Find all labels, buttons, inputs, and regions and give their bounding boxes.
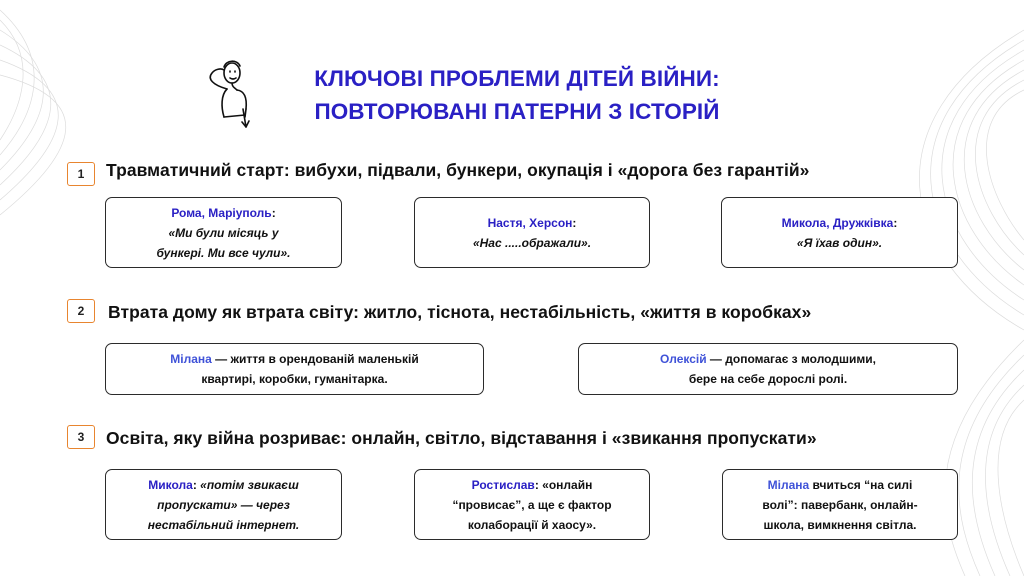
card-name: Рома, Маріуполь	[171, 205, 272, 220]
card-name: Микола, Дружківка	[781, 215, 894, 230]
section-heading-2: Втрата дому як втрата світу: житло, тіснота, нестабільність, «життя в коробках»	[108, 302, 812, 322]
story-card-milana: Мілана — життя в орендованій маленькій квартирі, коробки, гуманітарка.	[105, 343, 484, 395]
section-heading-1: Травматичний старт: вибухи, підвали, бункери, окупація і «дорога без гарантій»	[106, 160, 810, 180]
quote-card-roma: Рома, Маріуполь: «Ми були місяць у бункері. Ми все чули».	[105, 197, 342, 268]
card-name: Ростислав	[471, 477, 535, 492]
card-quote: «Ми були місяць у	[168, 225, 279, 240]
card-name: Олексій	[660, 352, 707, 366]
section-number-3: 3	[67, 425, 95, 449]
card-quote: бункері. Ми все чули».	[156, 245, 291, 260]
story-card-mykola: Микола: «потім звикаєш пропускати» — через нестабільний інтернет.	[105, 469, 342, 540]
card-name: Мілана	[767, 477, 810, 492]
story-card-rostyslav: Ростислав: «онлайн “провисає”, а ще є фактор колаборації й хаосу».	[414, 469, 650, 540]
story-card-milana-school: Мілана вчиться “на силі волі”: павербанк, онлайн- школа, вимкнення світла.	[722, 469, 958, 540]
thinking-person-icon	[199, 55, 259, 133]
card-name: Мілана	[170, 352, 212, 366]
card-name: Микола	[148, 477, 193, 492]
section-number-2: 2	[67, 299, 95, 323]
title-line-1: КЛЮЧОВІ ПРОБЛЕМИ ДІТЕЙ ВІЙНИ:	[314, 66, 720, 91]
card-name: Настя, Херсон	[487, 215, 573, 230]
title-line-2: ПОВТОРЮВАНІ ПАТЕРНИ З ІСТОРІЙ	[314, 99, 720, 124]
quote-card-nastia: Настя, Херсон: «Нас .....ображали».	[414, 197, 650, 268]
quote-card-mykola: Микола, Дружківка: «Я їхав один».	[721, 197, 958, 268]
section-heading-3: Освіта, яку війна розриває: онлайн, світло, відставання і «звикання пропускати»	[106, 428, 817, 448]
card-quote: «Нас .....ображали».	[472, 235, 592, 250]
story-card-oleksii: Олексій — допомагає з молодшими, бере на себе дорослі ролі.	[578, 343, 958, 395]
section-number-1: 1	[67, 162, 95, 186]
card-quote: «Я їхав один».	[796, 235, 883, 250]
page-title	[252, 62, 782, 128]
